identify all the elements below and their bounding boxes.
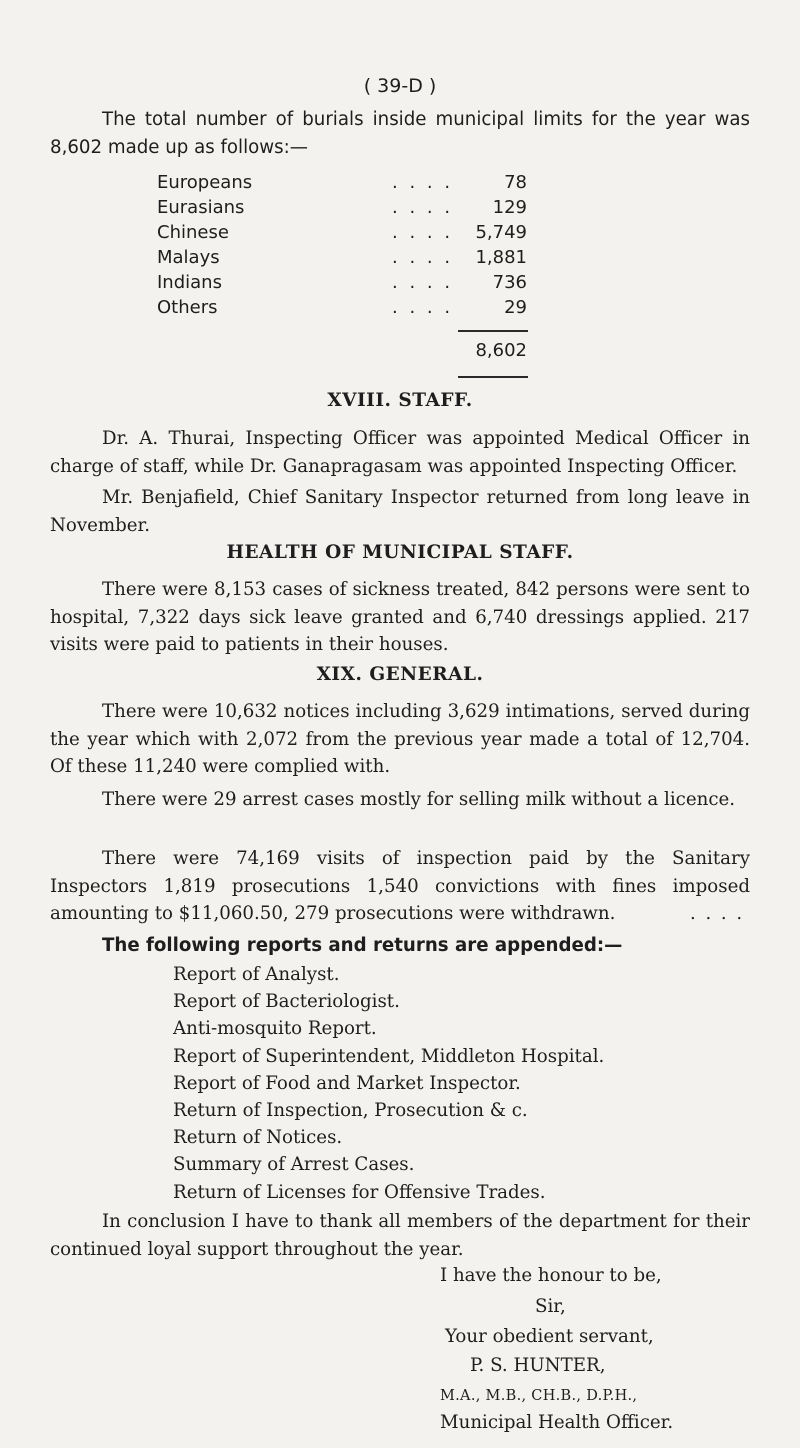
list-item: Return of Notices. — [173, 1127, 343, 1149]
signature-title: Municipal Health Officer. — [440, 1412, 674, 1433]
health-heading: HEALTH OF MUNICIPAL STAFF. — [226, 542, 574, 563]
staff-leave-paragraph: Mr. Benjafield, Chief Sanitary Inspector returned from long leave in November. — [50, 487, 750, 536]
burials-intro: The total number of burials inside municipal limits for the year was 8,602 made up as follows:— — [50, 109, 750, 158]
burial-value: 29 — [504, 297, 527, 318]
list-item: Summary of Arrest Cases. — [173, 1154, 415, 1176]
burial-row-chinese — [157, 222, 527, 247]
page-number: ( 39-D ) — [363, 75, 437, 97]
general-heading: XIX. GENERAL. — [316, 664, 484, 685]
burial-row-indians — [157, 272, 527, 297]
burial-value: 5,749 — [475, 222, 527, 243]
general-notices-paragraph: There were 10,632 notices including 3,629 intimations, served during the year which with 2,072 from the previous year made a total of 12,704. Of these 11,240 were complied with. — [50, 701, 750, 777]
burial-value: 1,881 — [475, 247, 527, 268]
burial-dots: . . . . — [392, 272, 454, 293]
appended-intro: The following reports and returns are appended:— — [102, 935, 623, 956]
burial-dots: . . . . — [392, 222, 454, 243]
burials-table — [157, 172, 527, 322]
burial-dots: . . . . — [392, 297, 454, 318]
general-inspection-paragraph: There were 74,169 visits of inspection paid by the Sanitary Inspectors 1,819 prosecutions 1,540 convictions with fines imposed amounting to $11,060.50, 279 prosecutions were withdrawn. — [50, 848, 750, 924]
appended-list — [173, 961, 604, 1206]
signature-salutation: Sir, — [535, 1296, 566, 1317]
staff-paragraph: Dr. A. Thurai, Inspecting Officer was appointed Medical Officer in charge of staff, while Dr. Ganapragasam was appointed Inspecting Officer. — [50, 428, 750, 477]
conclusion-paragraph: In conclusion I have to thank all members of the department for their continued loyal support throughout the year. — [50, 1211, 750, 1260]
list-item: Anti-mosquito Report. — [173, 1018, 377, 1040]
burial-dots: . . . . — [392, 247, 454, 268]
total-rule-bottom — [458, 376, 528, 378]
inspection-dots: . . . . — [690, 903, 745, 924]
signature-degrees: M.A., M.B., CH.B., D.P.H., — [440, 1388, 638, 1404]
burial-label: Eurasians — [157, 197, 245, 218]
burial-value: 129 — [492, 197, 527, 218]
burial-label: Indians — [157, 272, 222, 293]
burial-dots: . . . . — [392, 197, 454, 218]
burial-label: Europeans — [157, 172, 253, 193]
signature-closing: I have the honour to be, — [440, 1265, 662, 1286]
list-item: Report of Superintendent, Middleton Hospital. — [173, 1045, 605, 1067]
signature-name: P. S. HUNTER, — [470, 1355, 606, 1376]
burial-row-europeans — [157, 172, 527, 197]
general-arrest-paragraph: There were 29 arrest cases mostly for selling milk without a licence. — [102, 789, 736, 810]
burial-dots: . . . . — [392, 172, 454, 193]
burials-total: 8,602 — [475, 340, 527, 361]
staff-heading: XVIII. STAFF. — [327, 390, 473, 411]
list-item: Report of Analyst. — [173, 964, 340, 985]
burial-label: Malays — [157, 247, 220, 268]
list-item: Return of Inspection, Prosecution & c. — [173, 1100, 528, 1122]
burial-value: 736 — [492, 272, 527, 293]
burial-row-eurasians — [157, 197, 527, 222]
list-item: Report of Food and Market Inspector. — [173, 1072, 521, 1094]
burial-label: Chinese — [157, 222, 229, 243]
burial-row-others — [157, 297, 527, 322]
burial-value: 78 — [504, 172, 527, 193]
health-paragraph: There were 8,153 cases of sickness treated, 842 persons were sent to hospital, 7,322 days sick leave granted and 6,740 dressings applied. 217 visits were paid to patients in their houses. — [50, 579, 750, 655]
total-rule-top — [458, 330, 528, 332]
burial-row-malays — [157, 247, 527, 272]
burial-label: Others — [157, 297, 218, 318]
list-item: Return of Licenses for Offensive Trades. — [173, 1181, 546, 1203]
signature-servant: Your obedient servant, — [445, 1326, 654, 1347]
list-item: Report of Bacteriologist. — [173, 991, 400, 1013]
